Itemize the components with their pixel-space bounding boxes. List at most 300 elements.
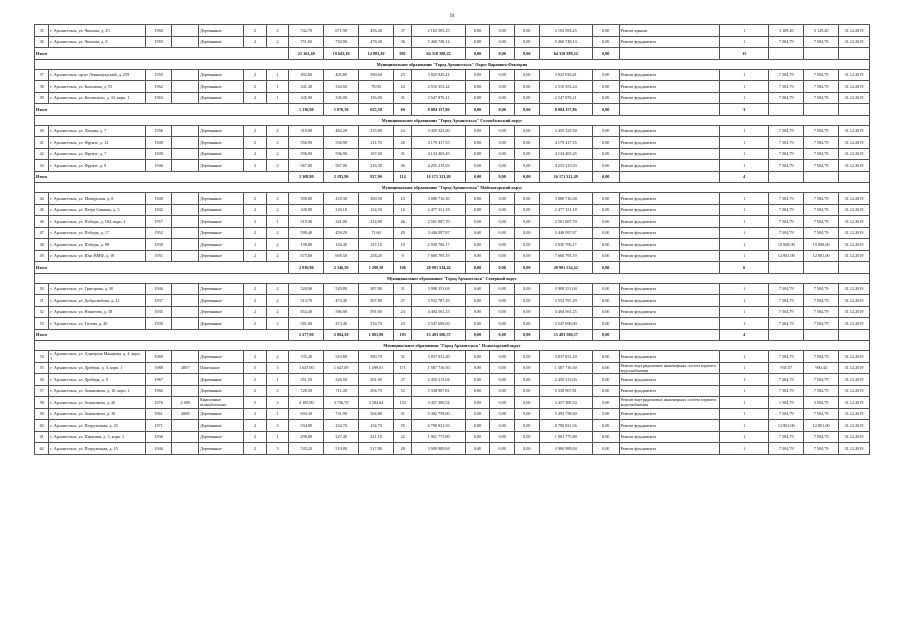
table-cell: 290,00 bbox=[289, 431, 324, 443]
table-cell: 3 bbox=[266, 443, 289, 455]
table-cell: 564,80 bbox=[359, 408, 394, 420]
table-cell: 15 008,00 bbox=[769, 239, 804, 251]
table-cell: 0,00 bbox=[514, 216, 539, 228]
table-cell: 1 961 775,80 bbox=[412, 431, 465, 443]
table-cell: 7 504,79 bbox=[804, 431, 839, 443]
table-cell: 0,00 bbox=[592, 239, 619, 251]
table-cell: 0,00 bbox=[514, 306, 539, 318]
table-cell: 5 460 748,14 bbox=[539, 36, 592, 48]
table-cell: 510,00 bbox=[289, 125, 324, 137]
total-cell: 0,00 bbox=[514, 329, 539, 341]
table-cell: 7 504,79 bbox=[769, 408, 804, 420]
table-cell: 2 450 313,04 bbox=[412, 374, 465, 386]
table-cell bbox=[172, 92, 199, 104]
table-cell: 1952 bbox=[145, 227, 172, 239]
table-cell: 3 552 787,29 bbox=[539, 295, 592, 307]
table-cell: 2007 bbox=[172, 362, 199, 374]
table-cell: 2 510 353,24 bbox=[412, 81, 465, 93]
table-cell: 28 bbox=[393, 443, 411, 455]
table-cell: 0,00 bbox=[592, 25, 619, 37]
table-cell: 41 bbox=[35, 137, 49, 149]
table-cell: 167,60 bbox=[359, 148, 394, 160]
table-cell: 0,00 bbox=[592, 69, 619, 81]
table-cell bbox=[172, 125, 199, 137]
table-cell: 1936 bbox=[145, 431, 172, 443]
table-cell: 31.12.2019 bbox=[839, 351, 870, 363]
table-cell: Ремонт внутридомовых инженерных систем горячего водоснабжения bbox=[619, 362, 720, 374]
total-cell: 106 bbox=[393, 262, 411, 274]
table-cell: 5 bbox=[244, 397, 267, 409]
total-cell bbox=[839, 104, 870, 116]
table-cell: 0,00 bbox=[592, 420, 619, 432]
table-cell: 1 647,00 bbox=[289, 362, 324, 374]
total-cell: 827,00 bbox=[359, 171, 394, 183]
table-cell: 1 599,01 bbox=[359, 362, 394, 374]
capital-repair-table bbox=[34, 24, 870, 455]
total-cell: 64 318 388,22 bbox=[412, 48, 465, 60]
table-cell: 2 bbox=[244, 227, 267, 239]
table-cell: 0,00 bbox=[514, 431, 539, 443]
table-cell: 0,00 bbox=[465, 250, 490, 262]
table-cell: 1935 bbox=[145, 306, 172, 318]
table-row bbox=[35, 362, 870, 374]
table-cell: Деревянные bbox=[199, 431, 244, 443]
table-cell: 1957 bbox=[145, 216, 172, 228]
table-cell: 24 bbox=[393, 306, 411, 318]
table-cell bbox=[172, 420, 199, 432]
table-cell: 478,40 bbox=[359, 36, 394, 48]
table-cell: 351,50 bbox=[289, 374, 324, 386]
table-cell: 0,00 bbox=[592, 351, 619, 363]
table-cell: 935,57 bbox=[769, 362, 804, 374]
table-cell: Деревянные bbox=[199, 374, 244, 386]
total-cell: 8 084 157,86 bbox=[539, 104, 592, 116]
table-cell: 1 bbox=[720, 125, 769, 137]
total-cell: 20 981 534,42 bbox=[539, 262, 592, 274]
table-cell: 4 179 417,55 bbox=[539, 137, 592, 149]
table-cell: 31.12.2019 bbox=[839, 408, 870, 420]
table-cell: Деревянные bbox=[199, 92, 244, 104]
table-cell: 0,00 bbox=[465, 408, 490, 420]
table-cell: 2 030 706,17 bbox=[539, 239, 592, 251]
table-cell: 12 801,00 bbox=[769, 250, 804, 262]
table-cell: 1 bbox=[720, 204, 769, 216]
table-row bbox=[35, 250, 870, 262]
table-cell: г. Архангельск, ул. Победы, д. 17 bbox=[49, 227, 145, 239]
table-cell: 0,00 bbox=[490, 160, 515, 172]
table-cell: 3 908 351,04 bbox=[412, 283, 465, 295]
table-cell: 147,10 bbox=[359, 239, 394, 251]
table-cell: 0,00 bbox=[514, 351, 539, 363]
table-cell: 2 bbox=[244, 295, 267, 307]
total-cell bbox=[619, 329, 720, 341]
total-cell bbox=[769, 329, 804, 341]
total-label: Итого bbox=[35, 104, 289, 116]
table-cell: Деревянные bbox=[199, 204, 244, 216]
table-cell: 669,50 bbox=[324, 250, 359, 262]
table-cell: 0,00 bbox=[514, 148, 539, 160]
table-cell: 0,00 bbox=[465, 295, 490, 307]
table-cell: 7 504,79 bbox=[804, 125, 839, 137]
table-cell: 1951 bbox=[145, 250, 172, 262]
table-cell: 7 504,79 bbox=[804, 408, 839, 420]
table-cell: 0,00 bbox=[490, 92, 515, 104]
table-cell bbox=[172, 351, 199, 363]
total-cell: 20 981 534,42 bbox=[412, 262, 465, 274]
table-cell: 349,80 bbox=[289, 204, 324, 216]
table-cell: 7 504,79 bbox=[804, 374, 839, 386]
table-cell: 0,00 bbox=[514, 295, 539, 307]
table-cell: 0,00 bbox=[514, 239, 539, 251]
total-cell bbox=[619, 48, 720, 60]
table-cell: Ремонт фундамента bbox=[619, 408, 720, 420]
total-cell: 2 064,50 bbox=[324, 329, 359, 341]
table-cell: 0,00 bbox=[592, 295, 619, 307]
table-cell: 40 bbox=[35, 125, 49, 137]
table-row bbox=[35, 306, 870, 318]
table-cell: 24 bbox=[393, 125, 411, 137]
table-cell: 0,00 bbox=[490, 374, 515, 386]
table-cell: 6 790 821,56 bbox=[412, 420, 465, 432]
table-cell: 39 bbox=[35, 92, 49, 104]
table-cell: Ремонт фундамента bbox=[619, 193, 720, 205]
total-cell: 0,00 bbox=[465, 262, 490, 274]
table-cell: 31 bbox=[393, 92, 411, 104]
table-cell: г. Архангельск, ул. Титова, д. 20 bbox=[49, 318, 145, 330]
table-cell: 2 bbox=[244, 137, 267, 149]
total-cell bbox=[619, 104, 720, 116]
total-cell: 105 bbox=[393, 329, 411, 341]
table-cell: 0,00 bbox=[592, 92, 619, 104]
table-cell: 2 bbox=[266, 385, 289, 397]
table-cell: 2 561 887,70 bbox=[539, 216, 592, 228]
table-cell: г. Архангельск, ул. Никитова, д. 18 bbox=[49, 306, 145, 318]
total-row bbox=[35, 104, 870, 116]
table-cell: 1 bbox=[244, 239, 267, 251]
table-cell: 136,40 bbox=[324, 239, 359, 251]
table-cell: 4 255 215,93 bbox=[539, 160, 592, 172]
table-cell: 0,00 bbox=[490, 216, 515, 228]
table-cell: 1939 bbox=[145, 239, 172, 251]
table-cell: 0,00 bbox=[490, 318, 515, 330]
table-cell: 7 504,79 bbox=[769, 306, 804, 318]
table-cell: 1 bbox=[720, 25, 769, 37]
table-cell: 567,00 bbox=[289, 160, 324, 172]
table-cell: 516,70 bbox=[359, 318, 394, 330]
table-cell: 0,00 bbox=[592, 125, 619, 137]
table-cell: 15 008,00 bbox=[804, 239, 839, 251]
table-cell: Деревянные bbox=[199, 69, 244, 81]
table-cell: 0,00 bbox=[592, 408, 619, 420]
total-cell bbox=[769, 171, 804, 183]
table-cell: 3 025 929,41 bbox=[539, 69, 592, 81]
table-cell: 23 bbox=[393, 193, 411, 205]
table-cell: Деревянные bbox=[199, 137, 244, 149]
table-row bbox=[35, 148, 870, 160]
table-cell: г. Архангельск, ул. Победы, д. 98 bbox=[49, 239, 145, 251]
table-cell: 3 025 929,41 bbox=[412, 69, 465, 81]
table-cell: 556,90 bbox=[289, 137, 324, 149]
table-cell: 36 bbox=[393, 160, 411, 172]
total-label: Итого bbox=[35, 262, 289, 274]
table-cell: 37 bbox=[35, 69, 49, 81]
table-cell: 2 bbox=[244, 193, 267, 205]
table-cell: 3 584,64 bbox=[359, 397, 394, 409]
table-cell: 2 bbox=[244, 125, 267, 137]
section-header-row bbox=[35, 341, 870, 351]
table-cell: 7 504,79 bbox=[769, 81, 804, 93]
table-cell: 23 bbox=[393, 318, 411, 330]
table-cell: 0,00 bbox=[592, 160, 619, 172]
total-cell: 2 346,50 bbox=[324, 262, 359, 274]
table-cell: 0,00 bbox=[592, 36, 619, 48]
table-cell: 2 bbox=[266, 36, 289, 48]
table-cell: 0,00 bbox=[592, 81, 619, 93]
table-cell: 500,80 bbox=[289, 193, 324, 205]
table-cell: 7 660 795,19 bbox=[539, 250, 592, 262]
table-cell: 52 bbox=[35, 306, 49, 318]
table-cell: 2 bbox=[266, 204, 289, 216]
total-cell: 0,00 bbox=[514, 262, 539, 274]
table-cell: 31.12.2019 bbox=[839, 250, 870, 262]
table-cell: 221,10 bbox=[359, 431, 394, 443]
table-cell: 517,80 bbox=[359, 443, 394, 455]
table-cell: г. Архангельск, ул. Мещерская, д. 8 bbox=[49, 193, 145, 205]
table-cell: 0,00 bbox=[490, 306, 515, 318]
table-cell: 1 bbox=[720, 420, 769, 432]
table-cell: 5 492 758,60 bbox=[539, 408, 592, 420]
table-cell: Ремонт фундамента bbox=[619, 148, 720, 160]
table-cell: 49 bbox=[35, 250, 49, 262]
table-row bbox=[35, 25, 870, 37]
table-cell: Деревянные bbox=[199, 385, 244, 397]
total-cell: 0,00 bbox=[514, 104, 539, 116]
total-cell bbox=[804, 171, 839, 183]
table-cell: 7 504,79 bbox=[769, 193, 804, 205]
table-cell: 3 129,20 bbox=[804, 25, 839, 37]
table-cell: 0,00 bbox=[465, 362, 490, 374]
table-cell: 1986 bbox=[145, 385, 172, 397]
total-cell: 981 bbox=[393, 48, 411, 60]
table-cell: 3 552 787,29 bbox=[412, 295, 465, 307]
table-cell: 31 bbox=[393, 148, 411, 160]
table-cell: г. Архангельск, ул. Дрейера, д. 9 bbox=[49, 374, 145, 386]
table-cell: Деревянные bbox=[199, 125, 244, 137]
table-cell: 414,80 bbox=[359, 216, 394, 228]
table-cell: 35 bbox=[35, 25, 49, 37]
table-row bbox=[35, 160, 870, 172]
table-cell: 1 bbox=[720, 295, 769, 307]
table-cell: 31.12.2019 bbox=[839, 431, 870, 443]
table-cell bbox=[172, 385, 199, 397]
table-cell: 2 bbox=[244, 351, 267, 363]
table-cell: 7 504,79 bbox=[769, 283, 804, 295]
total-cell: 15 493 506,57 bbox=[412, 329, 465, 341]
table-cell: 31.12.2019 bbox=[839, 397, 870, 409]
total-label: Итого bbox=[35, 171, 289, 183]
table-cell: 27 bbox=[393, 374, 411, 386]
table-cell: 31 bbox=[393, 408, 411, 420]
total-cell: 0,00 bbox=[465, 104, 490, 116]
table-cell: 3 547 696,00 bbox=[539, 318, 592, 330]
table-row bbox=[35, 92, 870, 104]
table-cell: 3 080 716,30 bbox=[412, 193, 465, 205]
table-cell: 43 bbox=[35, 160, 49, 172]
table-cell: г. Архангельск, ул. Погрузочная, д. 25 bbox=[49, 420, 145, 432]
table-cell: 581,00 bbox=[289, 318, 324, 330]
table-cell: 2 bbox=[244, 25, 267, 37]
table-cell: 36 bbox=[35, 36, 49, 48]
table-cell: 42 bbox=[35, 148, 49, 160]
table-cell: Ремонт фундамента bbox=[619, 318, 720, 330]
table-cell: 3 457 300,54 bbox=[539, 397, 592, 409]
total-cell: 0,00 bbox=[490, 329, 515, 341]
table-cell: Ремонт внутридомовых инженерных систем горячего водоснабжения bbox=[619, 397, 720, 409]
table-cell: 1 bbox=[720, 92, 769, 104]
section-title: Муниципальное образование "Город Архангельск" Соломбальский округ bbox=[35, 115, 870, 125]
table-cell: г. Архангельск, ул. Зеньковича, д. 10, корп. 1 bbox=[49, 385, 145, 397]
total-cell: 15 493 506,57 bbox=[539, 329, 592, 341]
table-cell: 1 bbox=[720, 137, 769, 149]
table-cell: 31.12.2019 bbox=[839, 385, 870, 397]
table-cell: 0 bbox=[393, 250, 411, 262]
table-cell: 2 bbox=[244, 204, 267, 216]
table-cell: 7 504,79 bbox=[769, 318, 804, 330]
table-row bbox=[35, 408, 870, 420]
table-cell: 171 bbox=[393, 362, 411, 374]
table-cell: 1 bbox=[720, 148, 769, 160]
table-cell: 258,20 bbox=[359, 250, 394, 262]
table-cell: 3 457 300,54 bbox=[412, 397, 465, 409]
total-cell bbox=[804, 262, 839, 274]
section-title: Муниципальное образование "Город Архангельск" Северный округ bbox=[35, 273, 870, 283]
table-cell: 12 801,00 bbox=[804, 250, 839, 262]
table-row bbox=[35, 295, 870, 307]
table-cell: 0,00 bbox=[490, 239, 515, 251]
table-cell: 0,00 bbox=[490, 250, 515, 262]
table-cell: 31.12.2019 bbox=[839, 443, 870, 455]
table-cell: 1 bbox=[720, 362, 769, 374]
table-cell: 1937 bbox=[145, 295, 172, 307]
total-cell: 15 bbox=[720, 48, 769, 60]
table-cell: 3 837 831,20 bbox=[412, 351, 465, 363]
table-cell: 2 bbox=[244, 216, 267, 228]
total-row bbox=[35, 48, 870, 60]
table-cell: 390,60 bbox=[359, 69, 394, 81]
total-cell: 0,00 bbox=[490, 171, 515, 183]
table-cell: 2 bbox=[266, 239, 289, 251]
table-cell: 0,00 bbox=[490, 397, 515, 409]
table-cell: 0,00 bbox=[592, 137, 619, 149]
table-cell: 124,50 bbox=[359, 204, 394, 216]
table-cell: 0,00 bbox=[514, 36, 539, 48]
table-cell: 7 504,79 bbox=[769, 148, 804, 160]
table-cell: Деревянные bbox=[199, 216, 244, 228]
table-cell: Ремонт фундамента bbox=[619, 283, 720, 295]
table-cell: 1962 bbox=[145, 81, 172, 93]
table-cell: 3 bbox=[266, 397, 289, 409]
table-cell: 7 504,79 bbox=[804, 283, 839, 295]
table-cell: 7 504,79 bbox=[804, 306, 839, 318]
table-cell: 0,00 bbox=[465, 239, 490, 251]
table-cell: 53 bbox=[35, 318, 49, 330]
table-cell: 7 504,79 bbox=[769, 351, 804, 363]
table-cell: 387,80 bbox=[359, 283, 394, 295]
table-cell: Деревянные bbox=[199, 295, 244, 307]
table-cell: 7 504,79 bbox=[804, 160, 839, 172]
table-cell: 2 bbox=[244, 374, 267, 386]
table-cell: 46 bbox=[35, 216, 49, 228]
table-cell: 326,50 bbox=[324, 374, 359, 386]
table-cell: 36 bbox=[393, 36, 411, 48]
table-cell: 38 bbox=[35, 81, 49, 93]
total-cell: 16 171 321,49 bbox=[539, 171, 592, 183]
table-cell: 2 bbox=[244, 283, 267, 295]
table-cell bbox=[172, 160, 199, 172]
table-cell: 7 504,79 bbox=[804, 69, 839, 81]
table-row bbox=[35, 69, 870, 81]
table-cell: 586,90 bbox=[324, 306, 359, 318]
table-cell: Деревянные bbox=[199, 81, 244, 93]
table-cell: 7 504,79 bbox=[769, 160, 804, 172]
table-cell: 675,60 bbox=[289, 250, 324, 262]
table-cell: 0,00 bbox=[490, 148, 515, 160]
table-cell: 31.12.2019 bbox=[839, 283, 870, 295]
table-cell: 2 bbox=[266, 318, 289, 330]
table-cell: 1 961 775,80 bbox=[539, 431, 592, 443]
table-cell: Кирпичные, шлакоблочные bbox=[199, 397, 244, 409]
table-cell: 57 bbox=[35, 385, 49, 397]
table-cell: 1971 bbox=[145, 420, 172, 432]
table-cell: 0,00 bbox=[490, 283, 515, 295]
total-cell: 64 318 388,22 bbox=[539, 48, 592, 60]
table-cell: 2 510 353,24 bbox=[539, 81, 592, 93]
table-cell: 0,00 bbox=[514, 420, 539, 432]
table-cell: 4 185,80 bbox=[289, 397, 324, 409]
table-cell: 2 bbox=[244, 306, 267, 318]
table-cell: 410,30 bbox=[324, 193, 359, 205]
table-cell: 29 bbox=[393, 227, 411, 239]
table-cell: 31.12.2019 bbox=[839, 374, 870, 386]
table-cell: 1969 bbox=[145, 351, 172, 363]
total-label: Итого bbox=[35, 329, 289, 341]
table-cell: 7 504,79 bbox=[804, 295, 839, 307]
table-cell: 0,00 bbox=[592, 443, 619, 455]
table-cell: 405,80 bbox=[324, 69, 359, 81]
table-cell: 0,00 bbox=[465, 204, 490, 216]
table-cell: 2 bbox=[244, 420, 267, 432]
table-cell: 730,90 bbox=[324, 36, 359, 48]
table-cell bbox=[172, 25, 199, 37]
table-cell: Ремонт фундамента bbox=[619, 160, 720, 172]
table-cell: 1 bbox=[720, 250, 769, 262]
table-cell: 4 404 561,25 bbox=[412, 306, 465, 318]
table-cell: 0,00 bbox=[592, 250, 619, 262]
table-cell: г. Архангельск, ул. Зеньковича, д. 30 bbox=[49, 408, 145, 420]
section-header-row bbox=[35, 273, 870, 283]
table-cell: Ремонт фундамента bbox=[619, 443, 720, 455]
table-cell: 2 102 585,25 bbox=[539, 25, 592, 37]
section-header-row bbox=[35, 183, 870, 193]
table-cell bbox=[172, 250, 199, 262]
table-cell: Ремонт фундамента bbox=[619, 306, 720, 318]
table-cell: 2 bbox=[266, 351, 289, 363]
table-cell: 1 bbox=[266, 374, 289, 386]
table-cell: 1 bbox=[720, 318, 769, 330]
table-cell: 2 bbox=[266, 160, 289, 172]
table-cell: 0,00 bbox=[592, 397, 619, 409]
table-cell: 7 504,79 bbox=[804, 216, 839, 228]
